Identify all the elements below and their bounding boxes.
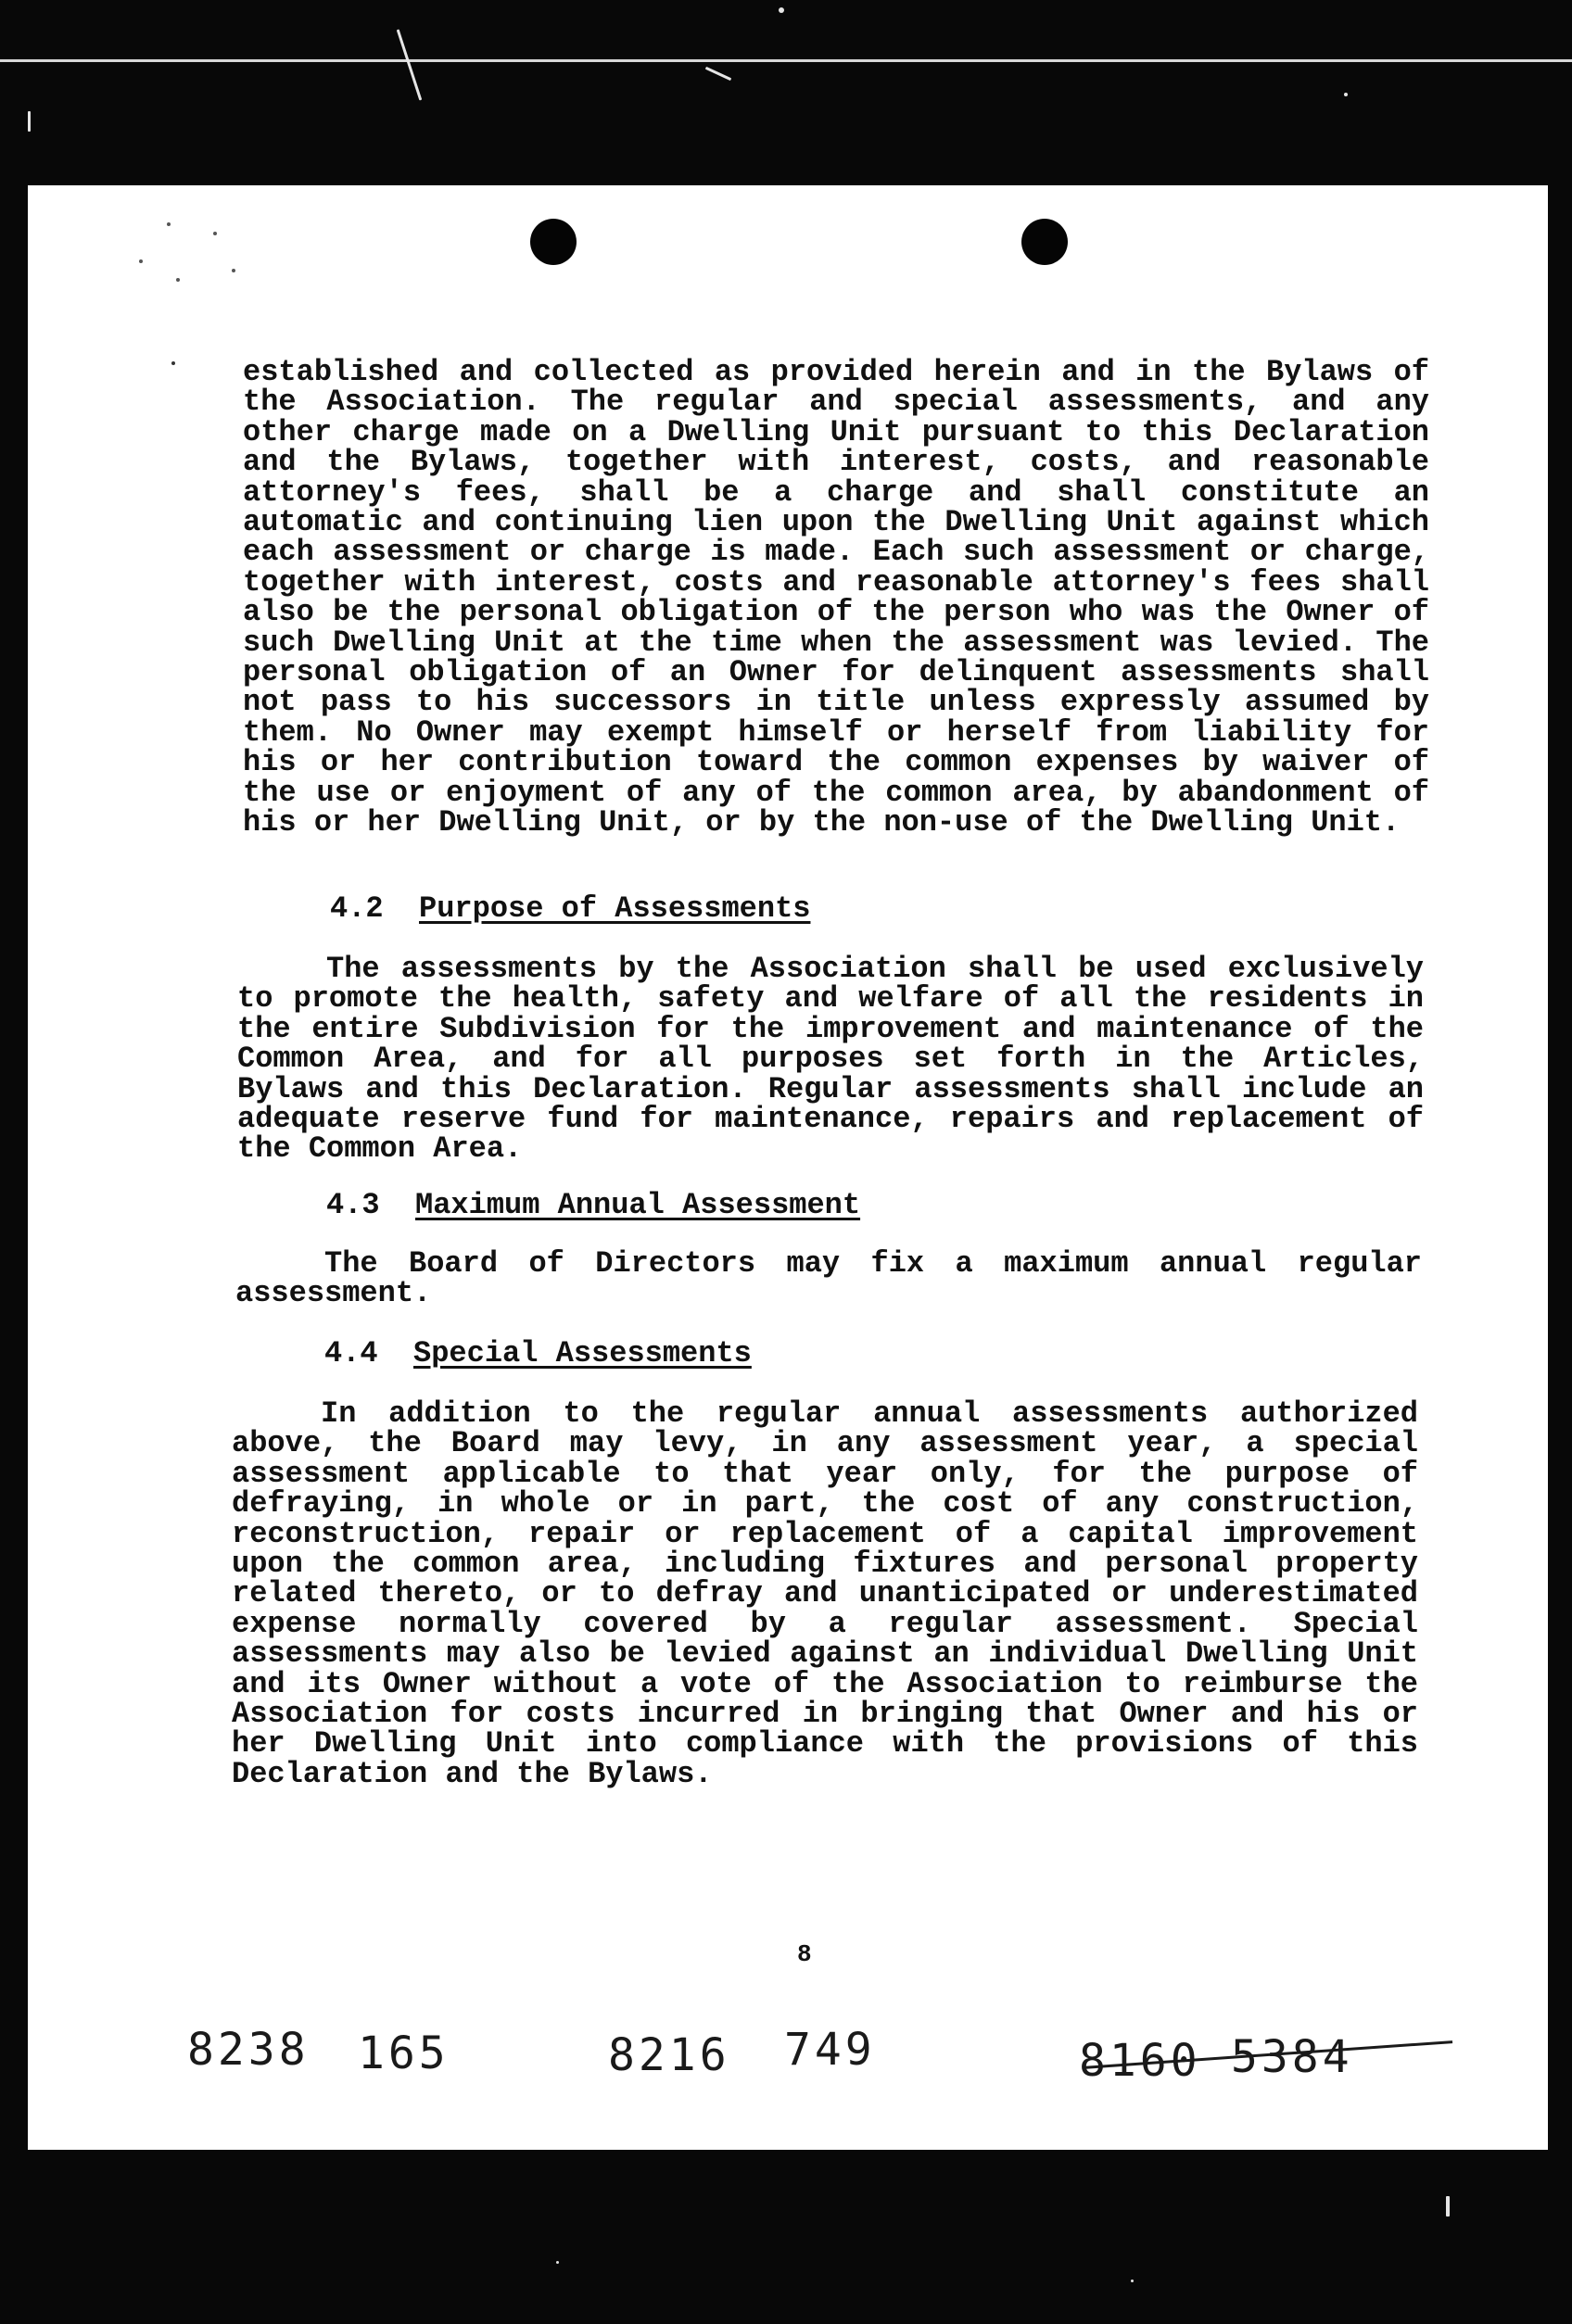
- recording-stamp-book-2: 8216: [608, 2029, 730, 2081]
- section-body-4-4: In addition to the regular annual assessments authorized above, the Board may levy, in any assessment year, a special assessment applicable to that year only, for the purpose of defraying, in whole or in part, the cost of any construction, reconstruction, repair or replacement of a capital improvement upon the common area, including fixtures and personal property related thereto, or to defray and unanticipated or underestimated expense normally covered by a regular assessment. Special assessments may also be levied against an individual Dwelling Unit and its Owner without a vote of the Association to reimburse the Association for costs incurred in bringing that Owner and his or her Dwelling Unit into compliance with the provisions of this Declaration and the Bylaws.: [232, 1396, 1418, 1791]
- section-heading-4-4: [324, 1338, 752, 1370]
- section-body-4-3: The Board of Directors may fix a maximum annual regular assessment.: [235, 1246, 1422, 1311]
- scan-artifact: [397, 29, 423, 100]
- recording-stamp-page-1: 165: [358, 2027, 450, 2079]
- scan-artifact: [1131, 2280, 1134, 2282]
- recording-stamp-book-3: 8160: [1079, 2035, 1201, 2087]
- opening-paragraph: established and collected as provided herein and in the Bylaws of the Association. The regular and special assessments, and any other charge made on a Dwelling Unit pursuant to this Declaration and the Bylaws, together with interest, costs, and reasonable attorney's fees, shall be a charge and shall constitute an automatic and continuing lien upon the Dwelling Unit against which each assessment or charge is made. Each such assessment or charge, together with interest, costs and reasonable attorney's fees shall also be the personal obligation of the person who was the Owner of such Dwelling Unit at the time when the assessment was levied. The personal obligation of an Owner for delinquent assessments shall not pass to his successors in title unless expressly assumed by them. No Owner may exempt himself or herself from liability for his or her contribution toward the common expenses by waiver of the use or enjoyment of any of the common area, by abandonment of his or her Dwelling Unit, or by the non-use of the Dwelling Unit.: [243, 355, 1429, 840]
- document-page: [28, 185, 1548, 2150]
- scan-artifact: [139, 259, 143, 263]
- recording-stamp-page-2: 749: [784, 2024, 876, 2076]
- scan-artifact: [167, 222, 171, 226]
- recording-stamp-page-3: 5384: [1231, 2031, 1353, 2083]
- section-number: 4.3: [326, 1188, 380, 1222]
- punch-hole-right: [1021, 219, 1068, 265]
- scan-artifact: [171, 361, 175, 365]
- recording-stamp-book-1: 8238: [187, 2024, 310, 2076]
- scan-artifact: [232, 269, 235, 272]
- scan-artifact: [556, 2261, 559, 2264]
- scan-artifact: [705, 67, 731, 81]
- section-number: 4.4: [324, 1336, 378, 1370]
- scan-artifact: [28, 111, 31, 132]
- section-body-4-2: The assessments by the Association shall be used exclusively to promote the health, safety and welfare of all the residents in the entire Subdivision for the improvement and maintenance of the Common Area, and for all purposes set forth in the Articles, Bylaws and this Declaration. Regular assessments shall include an adequate reserve fund for maintenance, repairs and replacement of the Common Area.: [237, 952, 1424, 1167]
- scan-artifact: [176, 278, 180, 282]
- scan-top-border-line: [0, 59, 1572, 62]
- scan-artifact: [1446, 2196, 1450, 2217]
- section-heading-4-2: [330, 893, 810, 925]
- scan-artifact: [779, 7, 784, 13]
- section-title: Special Assessments: [413, 1336, 752, 1370]
- section-title: Maximum Annual Assessment: [415, 1188, 861, 1222]
- scan-artifact: [213, 232, 217, 235]
- section-title: Purpose of Assessments: [419, 891, 811, 926]
- page-number: 8: [797, 1940, 812, 1968]
- section-heading-4-3: [326, 1190, 860, 1221]
- scan-artifact: [1344, 93, 1348, 96]
- punch-hole-left: [530, 219, 577, 265]
- section-number: 4.2: [330, 891, 384, 926]
